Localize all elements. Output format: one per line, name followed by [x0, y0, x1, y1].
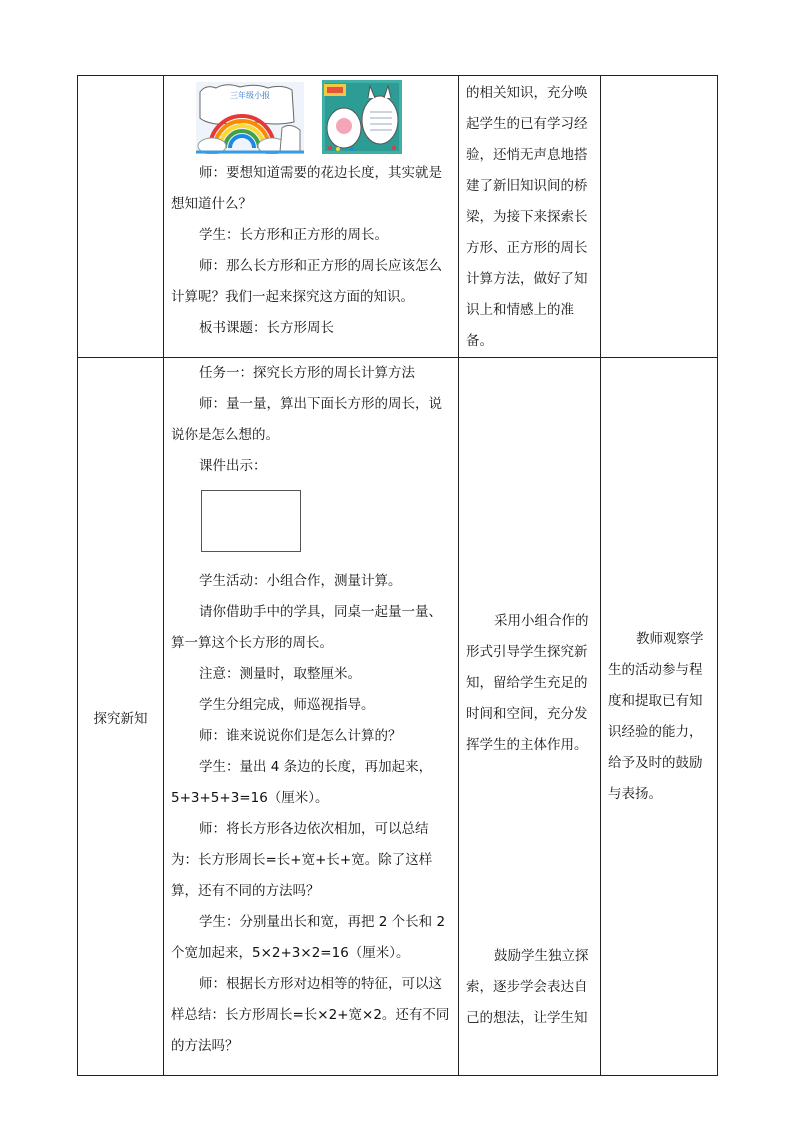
table-row [78, 76, 718, 358]
newspaper-rainbow-image [196, 82, 304, 154]
dialog-line: 学生分组完成，师巡视指导。 [199, 697, 375, 713]
dialog-line: 师：谁来说说你们是怎么计算的？ [199, 728, 402, 744]
intent-text: 的相关知识，充分唤起学生的已有学习经验，还悄无声息地搭建了新旧知识间的桥梁，为接下来探索长方形、正方形的周长计算方法，做好了知识上和情感上的准备。 [466, 85, 588, 349]
dialog-line: 师：量一量，算出下面长方形的周长，说说你是怎么想的。 [171, 396, 442, 443]
process-cell [164, 358, 459, 1076]
lesson-plan-table [77, 75, 718, 1076]
section-label: 探究新知 [78, 358, 164, 1076]
intent-text: 采用小组合作的形式引导学生探究新知，留给学生充足的时间和空间，充分发挥学生的主体作用。 [466, 613, 589, 753]
intent-cell [459, 358, 601, 1076]
evaluation-cell [601, 76, 718, 358]
dialog-line: 板书课题：长方形周长 [199, 320, 334, 336]
rectangle-figure [201, 490, 301, 552]
dialog-line: 师：将长方形各边依次相加，可以总结为：长方形周长=长+宽+长+宽。除了这样算，还有不同的方法吗？ [171, 821, 433, 899]
illustration-area [164, 76, 458, 158]
newspaper-bunny-image [322, 80, 402, 154]
intent-cell [459, 76, 601, 358]
dialog-line: 师：根据长方形对边相等的特征，可以这样总结：长方形周长=长×2+宽×2。还有不同的方法吗？ [171, 976, 450, 1054]
dialog-line: 学生：长方形和正方形的周长。 [199, 227, 388, 243]
dialog-line: 请你借助手中的学具，同桌一起量一量、算一算这个长方形的周长。 [171, 604, 442, 651]
process-cell [164, 76, 459, 358]
stage-cell [78, 76, 164, 358]
dialog-line: 学生：量出 4 条边的长度，再加起来，5+3+5+3=16（厘米）。 [171, 759, 433, 806]
evaluation-text: 教师观察学生的活动参与程度和提取已有知识经验的能力，给予及时的鼓励与表扬。 [608, 630, 704, 802]
dialog-line: 学生：分别量出长和宽，再把 2 个长和 2 个宽加起来，5×2+3×2=16（厘米）。 [171, 914, 446, 961]
dialog-line: 学生活动：小组合作，测量计算。 [199, 573, 402, 589]
image-title: 三年级小报 [230, 91, 270, 100]
intent-text: 鼓励学生独立探索，逐步学会表达自己的想法，让学生知 [466, 948, 589, 1026]
dialog-line: 师：要想知道需要的花边长度，其实就是想知道什么？ [171, 165, 442, 212]
table-row [78, 358, 718, 1076]
dialog-line: 师：那么长方形和正方形的周长应该怎么计算呢？我们一起来探究这方面的知识。 [171, 258, 442, 305]
evaluation-cell [601, 358, 718, 1076]
dialog-line: 注意：测量时，取整厘米。 [199, 666, 361, 682]
dialog-line: 任务一：探究长方形的周长计算方法 [199, 365, 415, 381]
dialog-line: 课件出示： [199, 458, 267, 474]
